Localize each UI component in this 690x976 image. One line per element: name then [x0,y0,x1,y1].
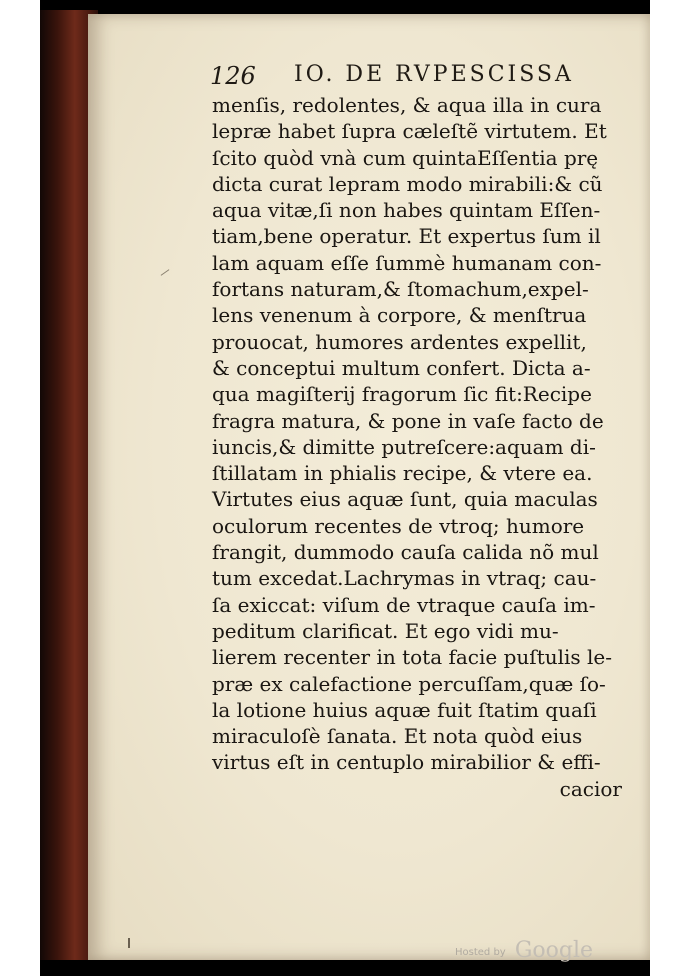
text-line: prouocat, humores ardentes expellit, [212,329,587,354]
text-line: dicta curat lepram modo mirabili:& cũ [212,171,603,196]
text-line: ſcito quòd vnà cum quintaEſſentia prę [212,145,599,170]
frame-right [650,0,690,976]
text-line: fragra matura, & pone in vaſe facto de [212,408,604,433]
text-line: menſis, redolentes, & aqua illa in cura [212,93,602,117]
google-watermark [455,938,593,962]
body-text [212,92,632,802]
text-line: oculorum recentes de vtroq; humore [212,513,585,538]
text-line: Virtutes eius aquæ ſunt, quia maculas [212,487,598,512]
text-line: tiam,bene operatur. Et expertus ſum il [212,224,601,249]
text-line: frangit, dummodo cauſa calida nõ mul [212,540,599,565]
text-line: lepræ habet ſupra cæleſtẽ virtutem. Et [212,119,607,144]
text-line: peditum clarificat. Et ego vidi mu- [212,618,559,643]
text-line: lam aquam eſſe ſummè humanam con- [212,250,602,275]
text-line: iuncis,& dimitte putreſcere:aquam di- [212,434,596,459]
text-line: lierem recenter in tota facie puſtulis le- [212,645,613,670]
text-line: la lotione huius aquæ fuit ſtatim quaſi [212,697,597,722]
catchword: cacior [559,776,622,801]
text-line: aqua vitæ,ſi non habes quintam Eſſen- [212,198,601,223]
text-line: & conceptui multum confert. Dicta a- [212,355,591,380]
text-line: tum excedat.Lachrymas in vtraq; cau- [212,566,597,591]
text-line: miraculoſè ſanata. Et nota quòd eius [212,724,583,749]
text-line: virtus eſt in centuplo mirabilior & effi- [212,750,601,775]
text-line: lens venenum à corpore, & menſtrua [212,303,587,328]
page-number: 126 [210,62,256,90]
text-line: præ ex calefactione percuſſam,quæ ſo- [212,671,606,696]
running-head [210,56,630,90]
hosted-by-label: Hosted by [455,947,506,958]
header-title: IO. DE RVPESCISSA [294,62,574,87]
google-logo: Google [514,938,594,963]
margin-tick-mark [128,938,130,948]
frame-left [0,0,40,976]
text-line: qua magiſterij fragorum ſic fit:Recipe [212,382,592,407]
text-line: fortans naturam,& ſtomachum,expel- [212,277,589,302]
text-line: ſa exiccat: viſum de vtraque cauſa im- [212,592,596,617]
text-line: ſtillatam in phialis recipe, & vtere ea. [212,461,593,486]
